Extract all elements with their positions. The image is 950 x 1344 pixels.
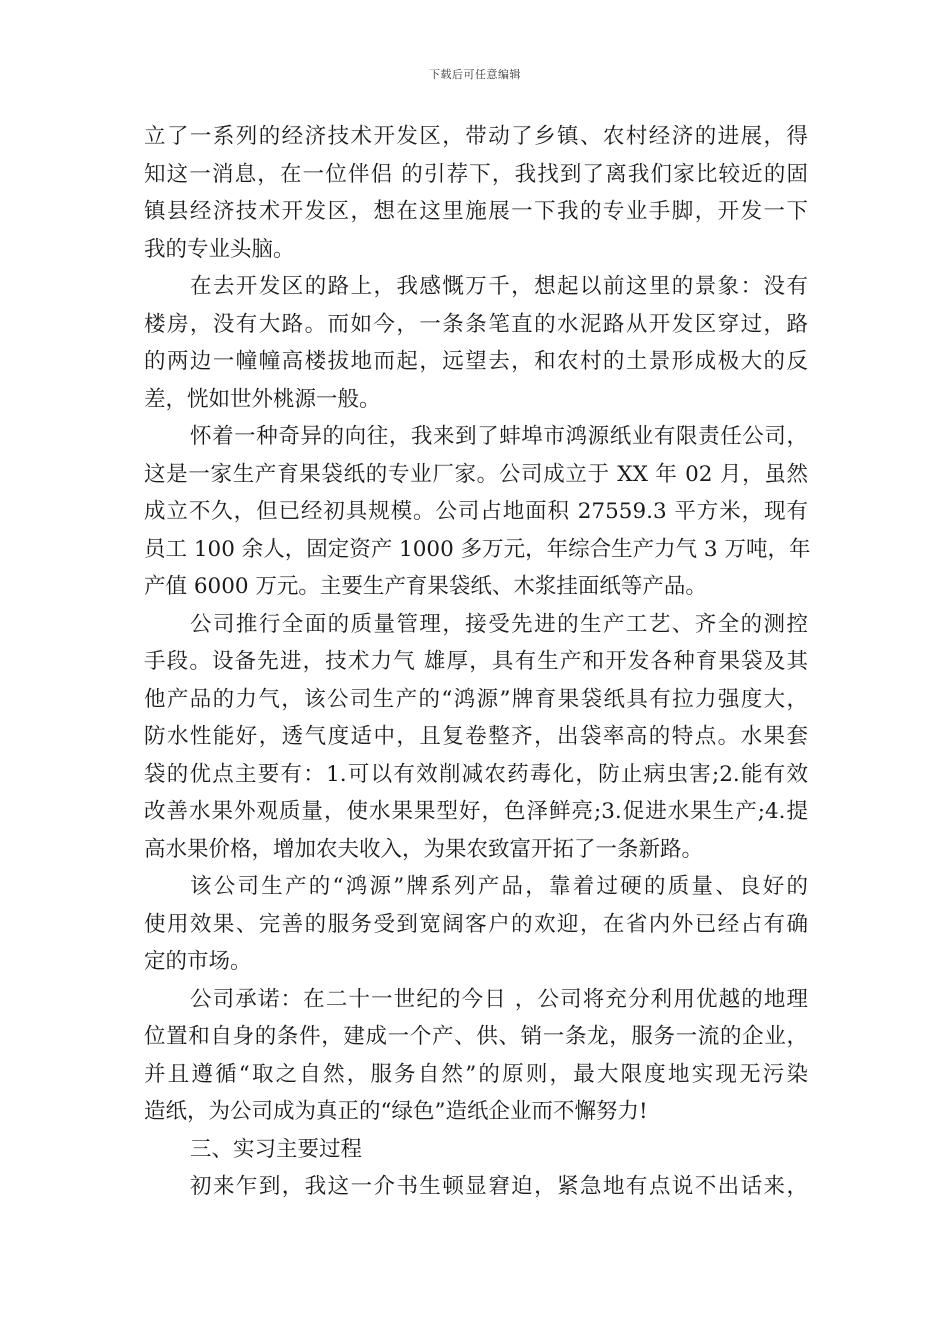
text-line: 这是一家生产育果袋纸的专业厂家。公司成立于 XX 年 02 月，虽然 xyxy=(144,461,808,487)
text-line: 三、实习主要过程 xyxy=(190,1136,363,1162)
text-line: 公司推行全面的质量管理，接受先进的生产工艺、齐全的测控 xyxy=(190,611,808,637)
text-line: 在去开发区的路上，我感慨万千，想起以前这里的景象：没有 xyxy=(190,274,808,299)
text-line: 镇县经济技术开发区，想在这里施展一下我的专业手脚，开发一下 xyxy=(144,199,808,224)
text-line: 高水果价格，增加农夫收入，为果农致富开拓了一条新路。 xyxy=(144,836,704,862)
text-line: 袋的优点主要有：1.可以有效削减农药毒化，防止病虫害;2.能有效 xyxy=(144,761,808,787)
text-line: 员工 100 余人，固定资产 1000 多万元，年综合生产力气 3 万吨，年 xyxy=(144,536,811,562)
text-line: 立了一系列的经济技术开发区，带动了乡镇、农村经济的进展，得 xyxy=(144,124,808,149)
text-line: 差，恍如世外桃源一般。 xyxy=(144,386,381,412)
text-line: 知这一消息，在一位伴侣 的引荐下，我找到了离我们家比较近的固 xyxy=(144,161,808,187)
text-line: 楼房，没有大路。而如今，一条条笔直的水泥路从开发区穿过，路 xyxy=(144,311,808,337)
text-line: 并且遵循“取之自然，服务自然”的原则，最大限度地实现无污染 xyxy=(144,1061,808,1087)
document-body xyxy=(144,118,811,1206)
text-line: 位置和自身的条件，建成一个产、供、销一条龙，服务一流的企业， xyxy=(144,1024,808,1049)
text-line: 造纸，为公司成为真正的“绿色”造纸企业而不懈努力! xyxy=(144,1099,648,1124)
text-line: 的两边一幢幢高楼拔地而起，远望去，和农村的土景形成极大的反 xyxy=(144,349,808,374)
text-line: 防水性能好，透气度适中，且复卷整齐，出袋率高的特点。水果套 xyxy=(144,724,808,749)
text-line: 手段。设备先进，技术力气 雄厚，具有生产和开发各种育果袋及其 xyxy=(144,649,808,674)
text-line: 改善水果外观质量，使水果果型好，色泽鲜亮;3.促进水果生产;4.提 xyxy=(144,799,808,824)
text-line: 初来乍到，我这一介书生顿显窘迫，紧急地有点说不出话来， xyxy=(190,1174,808,1199)
text-line: 该公司生产的“鸿源”牌系列产品，靠着过硬的质量、良好的 xyxy=(190,874,808,899)
text-line: 使用效果、完善的服务受到宽阔客户的欢迎，在省内外已经占有确 xyxy=(144,911,808,937)
text-line: 定的市场。 xyxy=(144,949,252,974)
text-line: 公司承诺：在二十一世纪的今日 ，公司将充分利用优越的地理 xyxy=(190,986,808,1012)
text-line: 他产品的力气，该公司生产的“鸿源”牌育果袋纸具有拉力强度大， xyxy=(144,686,808,712)
text-line: 成立不久，但已经初具规模。公司占地面积 27559.3 平方米，现有 xyxy=(144,499,808,524)
text-line: 怀着一种奇异的向往，我来到了蚌埠市鸿源纸业有限责任公司， xyxy=(190,424,808,449)
text-line: 产值 6000 万元。主要生产育果袋纸、木浆挂面纸等产品。 xyxy=(144,574,707,599)
text-line: 我的专业头脑。 xyxy=(144,236,295,262)
page-header: 下载后可任意编辑 xyxy=(429,68,521,81)
